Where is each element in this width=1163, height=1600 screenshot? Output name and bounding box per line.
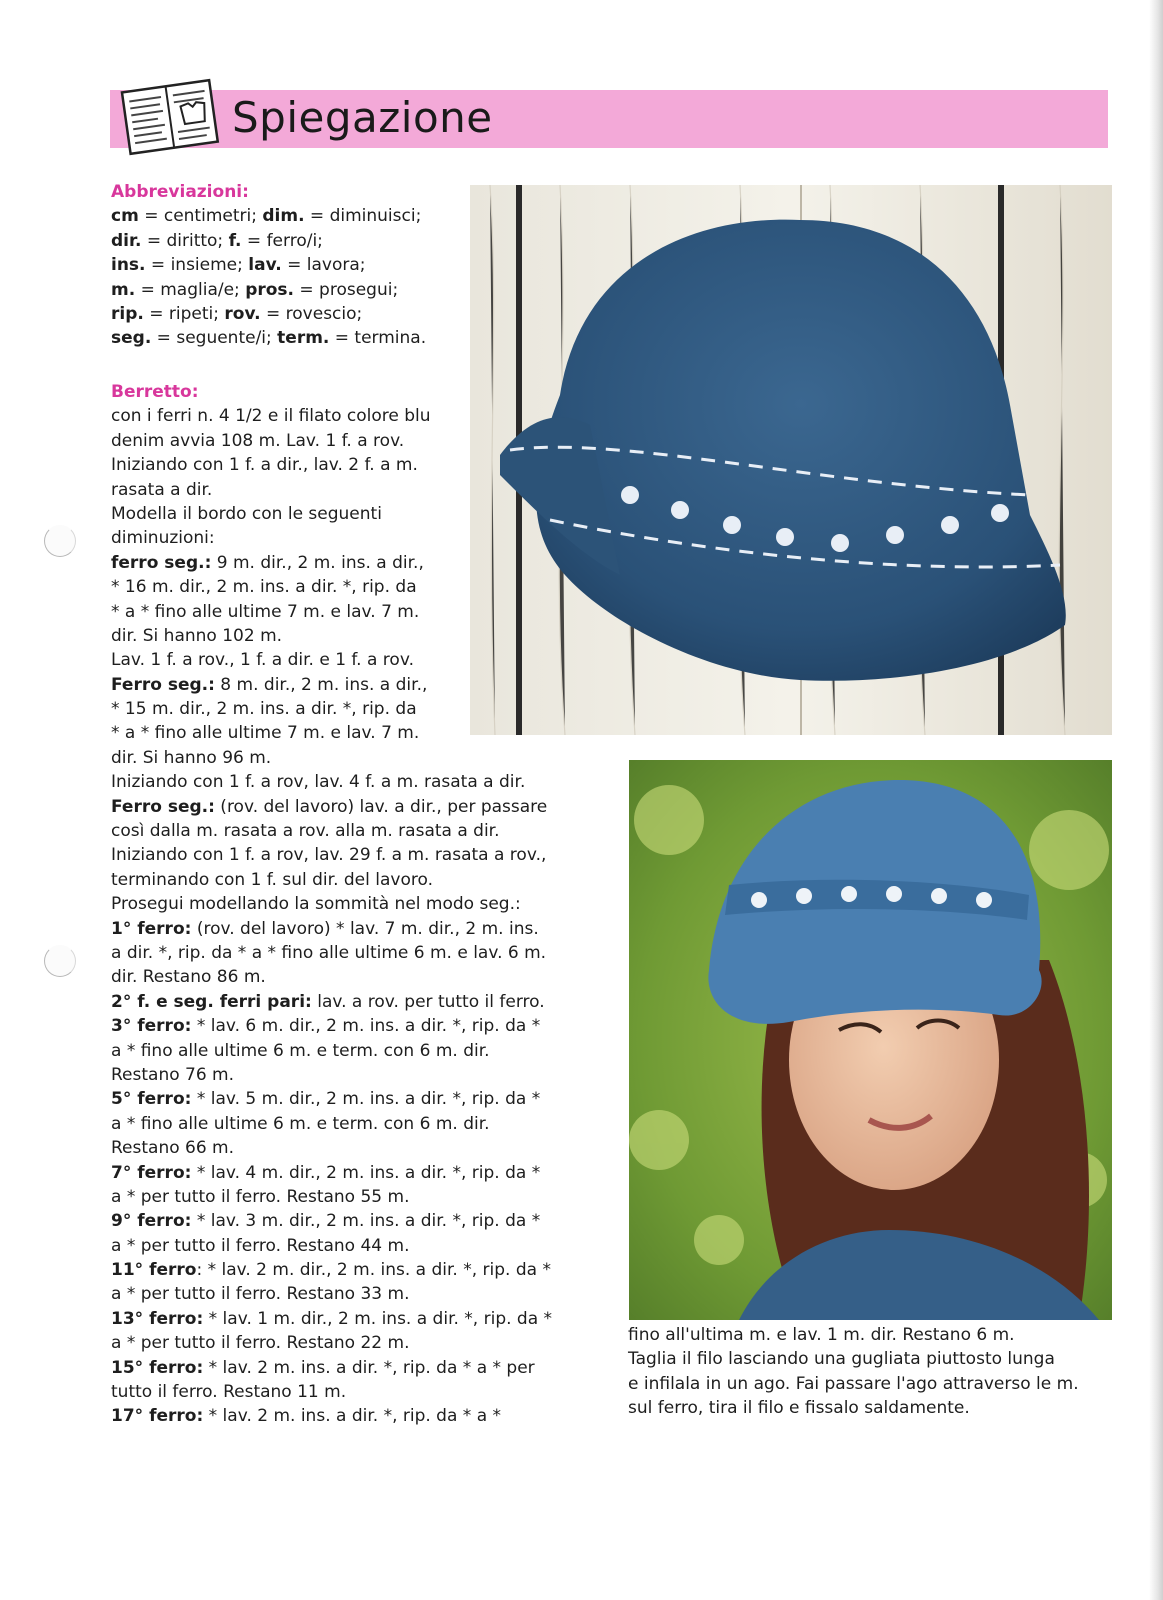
text-line [111, 1331, 552, 1355]
abbreviations-list [111, 204, 426, 350]
text-segment: (rov. del lavoro) * lav. 7 m. dir., 2 m. ins. [191, 918, 539, 939]
text-segment: Prosegui modellando la sommità nel modo seg.: [111, 894, 521, 915]
binder-hole [44, 945, 76, 977]
text-segment: Modella il bordo con le seguenti [111, 503, 382, 524]
hat-on-wood-image [470, 185, 1112, 735]
text-segment: Ferro seg.: [111, 796, 215, 817]
text-segment: terminando con 1 f. sul dir. del lavoro. [111, 869, 433, 890]
pattern-book-icon [118, 78, 222, 158]
text-segment: e infilala in un ago. Fai passare l'ago attraverso le m. [628, 1373, 1079, 1394]
text-line [111, 1014, 552, 1038]
text-segment: lav. [248, 255, 282, 276]
text-segment: Ferro seg.: [111, 674, 215, 695]
text-segment: * lav. 3 m. dir., 2 m. ins. a dir. *, rip. da * [191, 1211, 541, 1232]
text-segment: dir. Restano 86 m. [111, 967, 266, 988]
text-line [111, 253, 426, 277]
beret-heading: Berretto: [111, 382, 199, 402]
woman-wearing-hat-image [629, 760, 1112, 1320]
text-line [111, 843, 552, 867]
text-line [111, 1404, 552, 1428]
text-line [111, 1282, 552, 1306]
text-line [111, 819, 552, 843]
text-line [111, 1258, 552, 1282]
text-segment: = lavora; [281, 255, 366, 276]
binder-hole [44, 525, 76, 557]
text-line [628, 1396, 1079, 1420]
text-line [111, 917, 552, 941]
text-line [111, 1307, 552, 1331]
text-segment: = diminuisci; [304, 206, 422, 227]
text-segment: a * per tutto il ferro. Restano 33 m. [111, 1284, 410, 1305]
text-segment: = maglia/e; [135, 279, 246, 300]
text-segment: Iniziando con 1 f. a dir., lav. 2 f. a m. [111, 455, 418, 476]
text-line [111, 229, 426, 253]
text-line [111, 892, 552, 916]
text-segment: = ferro/i; [241, 230, 323, 251]
text-segment: 2° f. e seg. ferri pari: [111, 991, 312, 1012]
text-segment: a * fino alle ultime 6 m. e term. con 6 m. dir. [111, 1040, 490, 1061]
text-segment: * 16 m. dir., 2 m. ins. a dir. *, rip. da [111, 577, 417, 598]
text-segment: 9 m. dir., 2 m. ins. a dir., [211, 552, 424, 573]
text-segment: 13° ferro: [111, 1308, 204, 1329]
text-segment: dir. Si hanno 102 m. [111, 625, 283, 646]
text-segment: = seguente/i; [151, 328, 278, 349]
text-segment: * 15 m. dir., 2 m. ins. a dir. *, rip. da [111, 699, 417, 720]
text-segment: denim avvia 108 m. Lav. 1 f. a rov. [111, 430, 405, 451]
text-segment: * lav. 2 m. ins. a dir. *, rip. da * a * [203, 1406, 502, 1427]
text-segment: 5° ferro: [111, 1089, 192, 1110]
text-segment: * lav. 6 m. dir., 2 m. ins. a dir. *, rip. da * [191, 1016, 541, 1037]
text-line [628, 1323, 1079, 1347]
text-line [111, 1161, 552, 1185]
text-line [111, 1234, 552, 1258]
text-segment: * lav. 2 m. ins. a dir. *, rip. da * a * per [203, 1357, 535, 1378]
text-line [111, 868, 552, 892]
text-segment: : * lav. 2 m. dir., 2 m. ins. a dir. *, rip. da * [196, 1260, 551, 1281]
text-segment: rov. [224, 303, 261, 324]
text-segment: * lav. 4 m. dir., 2 m. ins. a dir. *, rip. da * [191, 1162, 541, 1183]
text-line [628, 1372, 1079, 1396]
text-line [111, 1136, 552, 1160]
abbreviations-section [111, 180, 426, 351]
text-segment: 15° ferro: [111, 1357, 204, 1378]
text-segment: a * per tutto il ferro. Restano 55 m. [111, 1186, 410, 1207]
text-segment: diminuzioni: [111, 528, 215, 549]
hat-photo [470, 185, 1112, 735]
text-line [111, 1185, 552, 1209]
text-segment: tutto il ferro. Restano 11 m. [111, 1382, 347, 1403]
text-line [111, 965, 552, 989]
continuation-lines [628, 1323, 1079, 1421]
text-segment: f. [228, 230, 242, 251]
text-segment: Iniziando con 1 f. a rov, lav. 4 f. a m. rasata a dir. [111, 772, 526, 793]
text-segment: Restano 66 m. [111, 1138, 235, 1159]
text-line [111, 770, 552, 794]
text-segment: a dir. *, rip. da * a * fino alle ultime 6 m. e lav. 6 m. [111, 942, 547, 963]
text-line [111, 1209, 552, 1233]
continuation-text [628, 1323, 1079, 1421]
text-segment: Iniziando con 1 f. a rov, lav. 29 f. a m. rasata a rov., [111, 845, 547, 866]
text-segment: * lav. 1 m. dir., 2 m. ins. a dir. *, rip. da * [203, 1308, 553, 1329]
text-line [628, 1347, 1079, 1371]
text-segment: 9° ferro: [111, 1211, 192, 1232]
text-segment: = rovescio; [260, 303, 363, 324]
text-segment: = ripeti; [143, 303, 225, 324]
text-line [111, 1380, 552, 1404]
text-segment: cm [111, 206, 139, 227]
text-segment: * a * fino alle ultime 7 m. e lav. 7 m. [111, 723, 420, 744]
text-segment: così dalla m. rasata a rov. alla m. rasata a dir. [111, 821, 500, 842]
text-segment: (rov. del lavoro) lav. a dir., per passare [214, 796, 548, 817]
text-segment: Lav. 1 f. a rov., 1 f. a dir. e 1 f. a rov. [111, 650, 414, 671]
text-segment: a * per tutto il ferro. Restano 22 m. [111, 1333, 410, 1354]
text-line [111, 1039, 552, 1063]
text-line [111, 278, 426, 302]
text-segment: 17° ferro: [111, 1406, 204, 1427]
text-segment: 11° ferro [111, 1260, 197, 1281]
text-segment: = prosegui; [294, 279, 399, 300]
text-line [111, 302, 426, 326]
text-segment: 8 m. dir., 2 m. ins. a dir., [214, 674, 428, 695]
text-segment: fino all'ultima m. e lav. 1 m. dir. Restano 6 m. [628, 1325, 1015, 1345]
text-line [111, 1356, 552, 1380]
text-segment: ferro seg.: [111, 552, 212, 573]
text-segment: dir. Si hanno 96 m. [111, 747, 272, 768]
text-segment: pros. [245, 279, 294, 300]
text-segment: sul ferro, tira il filo e fissalo saldamente. [628, 1398, 970, 1419]
text-line [111, 746, 552, 770]
text-segment: dim. [262, 206, 305, 227]
text-segment: Restano 76 m. [111, 1064, 235, 1085]
text-segment: lav. a rov. per tutto il ferro. [311, 991, 545, 1012]
text-segment: = insieme; [145, 255, 249, 276]
text-segment: = centimetri; [138, 206, 263, 227]
text-line [111, 1087, 552, 1111]
text-line [111, 326, 426, 350]
text-segment: = termina. [329, 328, 427, 349]
text-segment: con i ferri n. 4 1/2 e il filato colore blu [111, 406, 431, 427]
text-segment: rasata a dir. [111, 479, 213, 500]
text-segment: ins. [111, 255, 146, 276]
text-line [111, 1063, 552, 1087]
text-segment: * lav. 5 m. dir., 2 m. ins. a dir. *, rip. da * [191, 1089, 541, 1110]
text-segment: dir. [111, 230, 142, 251]
model-photo [629, 760, 1112, 1320]
text-line [111, 1112, 552, 1136]
text-segment: 1° ferro: [111, 918, 192, 939]
text-line [111, 990, 552, 1014]
text-segment: m. [111, 279, 136, 300]
text-line [111, 941, 552, 965]
text-segment: seg. [111, 328, 152, 349]
text-segment: = diritto; [141, 230, 229, 251]
abbreviations-heading: Abbreviazioni: [111, 182, 249, 202]
text-line [111, 204, 426, 228]
page-edge [1149, 0, 1163, 1600]
text-segment: term. [277, 328, 330, 349]
text-line [111, 795, 552, 819]
text-segment: * a * fino alle ultime 7 m. e lav. 7 m. [111, 601, 420, 622]
text-segment: rip. [111, 303, 144, 324]
text-segment: 3° ferro: [111, 1016, 192, 1037]
text-segment: a * per tutto il ferro. Restano 44 m. [111, 1235, 410, 1256]
text-segment: a * fino alle ultime 6 m. e term. con 6 m. dir. [111, 1113, 490, 1134]
text-segment: 7° ferro: [111, 1162, 192, 1183]
page-title: Spiegazione [232, 93, 493, 142]
text-segment: Taglia il filo lasciando una gugliata piuttosto lunga [628, 1349, 1055, 1370]
